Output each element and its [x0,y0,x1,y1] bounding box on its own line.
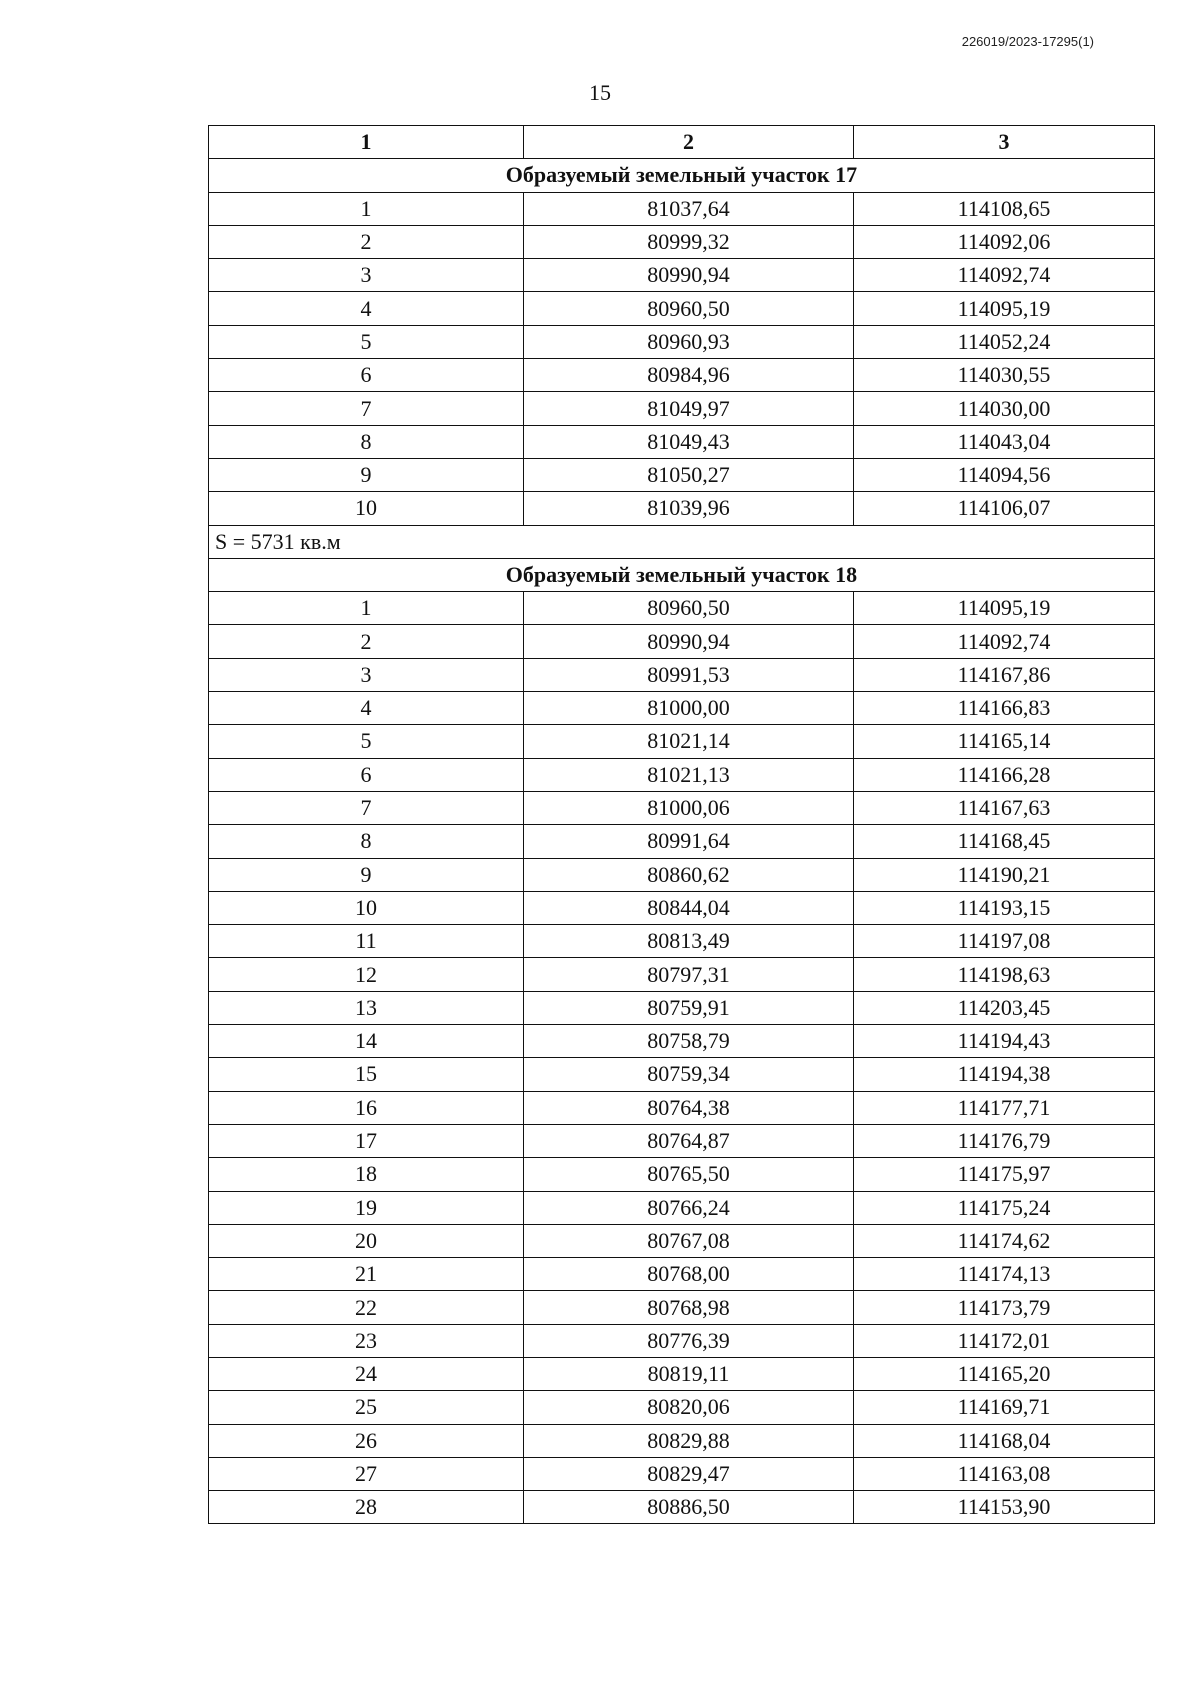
table-row [209,1357,1155,1390]
point-number-cell: 18 [209,1158,524,1191]
point-number-cell: 9 [209,458,524,491]
area-row [209,525,1155,558]
point-number-cell: 20 [209,1224,524,1257]
table-header-row [209,126,1155,159]
y-coordinate-cell: 114194,43 [854,1025,1155,1058]
x-coordinate-cell: 81037,64 [524,192,854,225]
table-row [209,891,1155,924]
y-coordinate-cell: 114043,04 [854,425,1155,458]
table-row [209,392,1155,425]
y-coordinate-cell: 114166,28 [854,758,1155,791]
x-coordinate-cell: 80764,38 [524,1091,854,1124]
table-row [209,658,1155,691]
point-number-cell: 12 [209,958,524,991]
point-number-cell: 3 [209,259,524,292]
table-row [209,1025,1155,1058]
point-number-cell: 7 [209,791,524,824]
x-coordinate-cell: 80767,08 [524,1224,854,1257]
x-coordinate-cell: 80990,94 [524,625,854,658]
y-coordinate-cell: 114167,86 [854,658,1155,691]
x-coordinate-cell: 80765,50 [524,1158,854,1191]
x-coordinate-cell: 80844,04 [524,891,854,924]
x-coordinate-cell: 80960,50 [524,592,854,625]
table-row [209,1058,1155,1091]
x-coordinate-cell: 80768,00 [524,1258,854,1291]
y-coordinate-cell: 114194,38 [854,1058,1155,1091]
y-coordinate-cell: 114193,15 [854,891,1155,924]
point-number-cell: 19 [209,1191,524,1224]
x-coordinate-cell: 80860,62 [524,858,854,891]
y-coordinate-cell: 114106,07 [854,492,1155,525]
x-coordinate-cell: 80764,87 [524,1124,854,1157]
table-row [209,192,1155,225]
table-row [209,492,1155,525]
page-number: 15 [589,80,611,105]
table-row [209,791,1155,824]
x-coordinate-cell: 80768,98 [524,1291,854,1324]
table-row [209,1224,1155,1257]
table-body [209,159,1155,1524]
y-coordinate-cell: 114108,65 [854,192,1155,225]
y-coordinate-cell: 114166,83 [854,692,1155,725]
column-header: 1 [209,126,524,159]
x-coordinate-cell: 80960,93 [524,325,854,358]
x-coordinate-cell: 80759,34 [524,1058,854,1091]
y-coordinate-cell: 114092,74 [854,625,1155,658]
x-coordinate-cell: 80991,64 [524,825,854,858]
point-number-cell: 1 [209,192,524,225]
point-number-cell: 14 [209,1025,524,1058]
y-coordinate-cell: 114030,00 [854,392,1155,425]
y-coordinate-cell: 114168,04 [854,1424,1155,1457]
point-number-cell: 2 [209,225,524,258]
table-row [209,1457,1155,1490]
y-coordinate-cell: 114174,13 [854,1258,1155,1291]
area-value: S = 5731 кв.м [209,525,1155,558]
table-row [209,1191,1155,1224]
y-coordinate-cell: 114177,71 [854,1091,1155,1124]
y-coordinate-cell: 114165,14 [854,725,1155,758]
section-title: Образуемый земельный участок 17 [209,159,1155,192]
x-coordinate-cell: 80991,53 [524,658,854,691]
point-number-cell: 25 [209,1391,524,1424]
point-number-cell: 27 [209,1457,524,1490]
point-number-cell: 17 [209,1124,524,1157]
table-row [209,1424,1155,1457]
y-coordinate-cell: 114163,08 [854,1457,1155,1490]
table-row [209,292,1155,325]
point-number-cell: 2 [209,625,524,658]
x-coordinate-cell: 80829,47 [524,1457,854,1490]
y-coordinate-cell: 114175,97 [854,1158,1155,1191]
table-row [209,1324,1155,1357]
table-row [209,1291,1155,1324]
table-row [209,925,1155,958]
table-row [209,825,1155,858]
point-number-cell: 1 [209,592,524,625]
y-coordinate-cell: 114168,45 [854,825,1155,858]
section-title-row [209,159,1155,192]
table-row [209,1091,1155,1124]
x-coordinate-cell: 81049,43 [524,425,854,458]
point-number-cell: 3 [209,658,524,691]
table-row [209,325,1155,358]
table-row [209,359,1155,392]
x-coordinate-cell: 80766,24 [524,1191,854,1224]
y-coordinate-cell: 114167,63 [854,791,1155,824]
table-row [209,225,1155,258]
y-coordinate-cell: 114169,71 [854,1391,1155,1424]
x-coordinate-cell: 81000,00 [524,692,854,725]
table-row [209,692,1155,725]
y-coordinate-cell: 114092,06 [854,225,1155,258]
point-number-cell: 22 [209,1291,524,1324]
point-number-cell: 28 [209,1491,524,1524]
table-row [209,458,1155,491]
x-coordinate-cell: 81021,13 [524,758,854,791]
x-coordinate-cell: 80820,06 [524,1391,854,1424]
point-number-cell: 23 [209,1324,524,1357]
y-coordinate-cell: 114172,01 [854,1324,1155,1357]
table-row [209,425,1155,458]
point-number-cell: 7 [209,392,524,425]
y-coordinate-cell: 114092,74 [854,259,1155,292]
table-row [209,1258,1155,1291]
table-row [209,592,1155,625]
point-number-cell: 24 [209,1357,524,1390]
point-number-cell: 13 [209,991,524,1024]
x-coordinate-cell: 81021,14 [524,725,854,758]
x-coordinate-cell: 81039,96 [524,492,854,525]
y-coordinate-cell: 114175,24 [854,1191,1155,1224]
x-coordinate-cell: 80990,94 [524,259,854,292]
x-coordinate-cell: 81049,97 [524,392,854,425]
table-row [209,725,1155,758]
point-number-cell: 4 [209,692,524,725]
y-coordinate-cell: 114095,19 [854,292,1155,325]
y-coordinate-cell: 114176,79 [854,1124,1155,1157]
y-coordinate-cell: 114203,45 [854,991,1155,1024]
point-number-cell: 5 [209,325,524,358]
x-coordinate-cell: 80984,96 [524,359,854,392]
point-number-cell: 5 [209,725,524,758]
x-coordinate-cell: 80960,50 [524,292,854,325]
point-number-cell: 6 [209,359,524,392]
x-coordinate-cell: 80813,49 [524,925,854,958]
y-coordinate-cell: 114030,55 [854,359,1155,392]
point-number-cell: 11 [209,925,524,958]
column-header: 3 [854,126,1155,159]
table-row [209,259,1155,292]
point-number-cell: 21 [209,1258,524,1291]
x-coordinate-cell: 80797,31 [524,958,854,991]
table-row [209,1391,1155,1424]
y-coordinate-cell: 114165,20 [854,1357,1155,1390]
x-coordinate-cell: 80758,79 [524,1025,854,1058]
y-coordinate-cell: 114174,62 [854,1224,1155,1257]
y-coordinate-cell: 114190,21 [854,858,1155,891]
y-coordinate-cell: 114095,19 [854,592,1155,625]
section-title-row [209,558,1155,591]
x-coordinate-cell: 81050,27 [524,458,854,491]
point-number-cell: 15 [209,1058,524,1091]
y-coordinate-cell: 114052,24 [854,325,1155,358]
y-coordinate-cell: 114173,79 [854,1291,1155,1324]
table-row [209,991,1155,1024]
x-coordinate-cell: 80829,88 [524,1424,854,1457]
point-number-cell: 26 [209,1424,524,1457]
column-header: 2 [524,126,854,159]
table-row [209,1158,1155,1191]
x-coordinate-cell: 80886,50 [524,1491,854,1524]
table-row [209,1491,1155,1524]
x-coordinate-cell: 80999,32 [524,225,854,258]
table-row [209,1124,1155,1157]
table-row [209,858,1155,891]
point-number-cell: 10 [209,891,524,924]
y-coordinate-cell: 114094,56 [854,458,1155,491]
point-number-cell: 9 [209,858,524,891]
y-coordinate-cell: 114197,08 [854,925,1155,958]
table-row [209,625,1155,658]
point-number-cell: 8 [209,825,524,858]
y-coordinate-cell: 114198,63 [854,958,1155,991]
table-row [209,958,1155,991]
x-coordinate-cell: 80776,39 [524,1324,854,1357]
section-title: Образуемый земельный участок 18 [209,558,1155,591]
x-coordinate-cell: 80759,91 [524,991,854,1024]
document-id: 226019/2023-17295(1) [961,34,1094,49]
x-coordinate-cell: 81000,06 [524,791,854,824]
coordinates-table [208,125,1155,1524]
point-number-cell: 8 [209,425,524,458]
table-row [209,758,1155,791]
x-coordinate-cell: 80819,11 [524,1357,854,1390]
y-coordinate-cell: 114153,90 [854,1491,1155,1524]
point-number-cell: 6 [209,758,524,791]
point-number-cell: 16 [209,1091,524,1124]
point-number-cell: 4 [209,292,524,325]
point-number-cell: 10 [209,492,524,525]
